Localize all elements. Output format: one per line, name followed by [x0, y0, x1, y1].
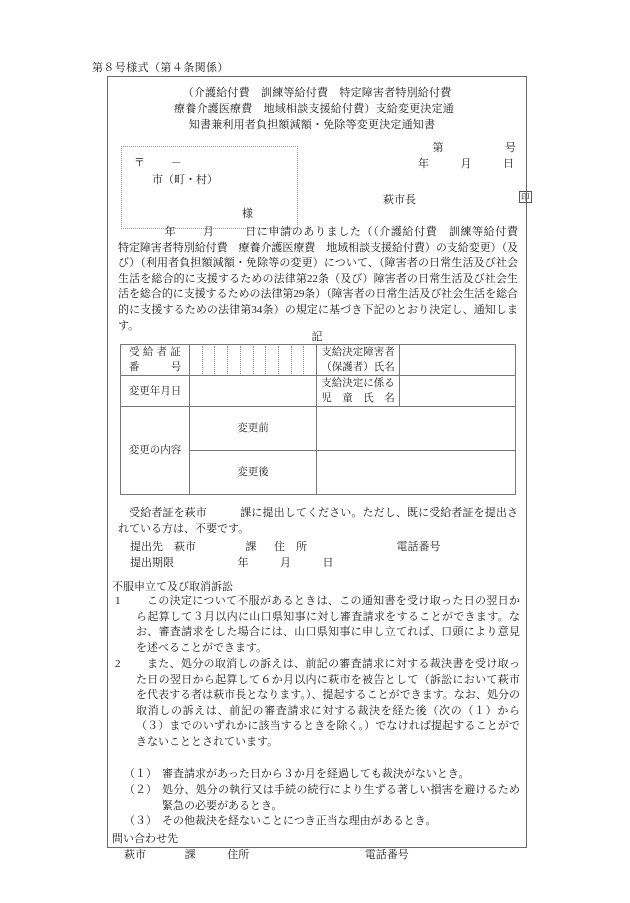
issuer-name: 萩市長: [383, 194, 416, 206]
cell-recipient-number-label: [121, 345, 190, 376]
document-title: [108, 85, 526, 133]
number-prefix: 第: [432, 142, 444, 154]
number-segments: [190, 346, 316, 374]
appeal-sub-3-number: （３）: [124, 815, 157, 827]
submit-to-dept: 課: [245, 541, 257, 553]
appeal-item-2: [114, 657, 520, 751]
title-line-3: 知書兼利用者負担額減額・免除等変更決定通知書: [188, 119, 436, 131]
contact-city: 萩市: [124, 849, 146, 861]
issue-date-line: [418, 155, 514, 171]
appeal-item-1-number: 1: [115, 595, 121, 607]
form-number: 第８号様式（第４条関係）: [92, 62, 229, 74]
number-segment[interactable]: [241, 346, 254, 374]
number-suffix: 号: [505, 142, 516, 154]
deadline-day: 日: [322, 557, 334, 569]
cell-change-date-label: 変更年月日: [121, 376, 190, 407]
ki-marker: 記: [311, 331, 323, 343]
issuer-line: [383, 191, 530, 207]
table-row: [121, 345, 516, 376]
appeal-sub-item-1: [124, 767, 520, 783]
cell-recipient-number-value[interactable]: [190, 345, 317, 376]
cell-before-label: 変更前: [190, 407, 317, 451]
submit-to-address: 住 所: [274, 541, 307, 553]
body-paragraph: [118, 225, 529, 334]
appeal-sub-1-number: （１）: [124, 768, 157, 780]
issue-date-year: 年: [418, 158, 429, 170]
submission-notice-text: 受給者証を萩市 課に提出してください。ただし、既に受給者証を提出されている方は、不要です。: [118, 507, 518, 535]
beneficiary-label-line1: 支給決定障害者: [321, 347, 395, 358]
body-date-month: 月: [202, 226, 215, 238]
submission-destination-line: [130, 538, 441, 554]
deadline-month: 月: [280, 557, 291, 569]
contact-line: [124, 846, 409, 862]
appeal-sub-item-2: [124, 783, 520, 814]
beneficiary-label-line2: （保護者）氏名: [321, 362, 395, 373]
issue-date-day: 日: [503, 158, 514, 170]
number-segment[interactable]: [228, 346, 241, 374]
postal-mark-icon: 〒: [134, 157, 145, 169]
addressee-honorific: 様: [242, 208, 253, 220]
number-segment[interactable]: [292, 346, 305, 374]
number-segment[interactable]: [203, 346, 216, 374]
child-label-line1: 支給決定に係る: [321, 378, 395, 389]
cell-beneficiary-name-value[interactable]: [400, 345, 516, 376]
number-segment[interactable]: [279, 346, 292, 374]
table-row: [121, 376, 516, 407]
recipient-cert-label: 受給者証: [129, 347, 184, 358]
seal-icon: 印: [521, 192, 530, 202]
appeal-sub-item-3: [124, 814, 520, 830]
deadline-label: 提出期限: [130, 557, 174, 569]
addressee-municipality: 市（町・村）: [152, 174, 218, 186]
appeal-item-2-number: 2: [115, 658, 121, 670]
contact-address: 住所: [227, 849, 250, 861]
submit-to-phone: 電話番号: [396, 541, 441, 553]
zip-dash: －: [170, 157, 182, 169]
title-line-2: 療養介護医療費 地域相談支援給付費）支給変更決定通: [174, 103, 454, 115]
cell-before-value[interactable]: [317, 407, 516, 451]
table-row: [121, 407, 516, 451]
submission-deadline-line: [130, 554, 334, 570]
body-date-year: 年: [164, 226, 177, 238]
number-segment[interactable]: [254, 346, 267, 374]
appeal-item-1-text: この決定について不服があるときは、この通知書を受け取った日の翌日から起算して３月以内に山口県知事に対し審査請求をすることができます。なお、審査請求をした場合には、山口県知事に申し立てれば、口頭により意見を述べることができます。: [136, 595, 520, 654]
number-segment[interactable]: [190, 346, 203, 374]
title-line-1: （介護給付費 訓練等給付費 特定障害者特別給付費: [182, 87, 452, 99]
contact-heading: 問い合わせ先: [112, 833, 178, 845]
appeal-item-2-text: また、処分の取消しの訴えは、前記の審査請求に対する裁決書を受け取った日の翌日から起算して６か月以内に萩市を被告として（訴訟において萩市を代表する者は萩市長となります。）、提起することができます。なお、処分の取消しの訴えは、前記の審査請求に対する裁決を経た後（次の（１）から（３）までのいずれかに該当するときを除く。）でなければ提起することができないこととされています。: [136, 658, 520, 748]
deadline-year: 年: [237, 557, 249, 569]
decision-table: [120, 344, 516, 495]
submit-to-label: 提出先 萩市: [130, 541, 196, 553]
contact-phone: 電話番号: [364, 849, 409, 861]
appeal-item-1: [114, 594, 520, 656]
submission-notice: [118, 506, 518, 537]
addressee-box: [121, 146, 298, 229]
number-segment[interactable]: [266, 346, 279, 374]
appeal-sub-2-text: 処分、処分の執行又は手続の続行により生ずる著しい損害を避けるため緊急の必要があるとき。: [162, 784, 520, 812]
cell-child-name-value[interactable]: [400, 376, 516, 407]
document-number-line: [433, 139, 517, 155]
document-frame: [107, 76, 530, 861]
cell-change-date-value[interactable]: [190, 376, 317, 407]
body-text: 日に申請のありました（（介護給付費 訓練等給付費 特定障害者特別給付費 療養介護医療費 地域相談支援給付費）の支給変更）（及び）（利用者負担額減額・免除等の変更）について、（障害者の日常生活及び社会生活を総合的に支援するための法律第22条（及び）障害者の日常生活及び社会生活を総合的に支援するための法律第29条）（障害者の日常生活及び社会生活を総合的に支援するための法律第34条）の規定に基づき下記のとおり決定し、通知します。: [118, 226, 529, 332]
cell-child-name-label: [317, 376, 400, 407]
appeal-heading: 不服申立て及び取消訴訟: [112, 581, 233, 593]
child-label-line2: 児 童 氏 名: [321, 393, 395, 404]
number-segment[interactable]: [215, 346, 228, 374]
cell-beneficiary-name-label: [317, 345, 400, 376]
recipient-number-label: 番 号: [128, 362, 182, 373]
appeal-sub-1-text: 審査請求があった日から３か月を経過しても裁決がないとき。: [162, 768, 470, 780]
cell-change-content-label: 変更の内容: [121, 407, 190, 495]
contact-dept: 課: [184, 849, 196, 861]
appeal-sub-3-text: その他裁決を経ないことにつき正当な理由があるとき。: [162, 815, 437, 827]
number-segment[interactable]: [304, 346, 316, 374]
cell-after-label: 変更後: [190, 451, 317, 495]
issue-date-month: 月: [460, 158, 472, 170]
addressee-zip-line: [134, 154, 182, 170]
appeal-sub-2-number: （２）: [124, 784, 157, 796]
cell-after-value[interactable]: [317, 451, 516, 495]
